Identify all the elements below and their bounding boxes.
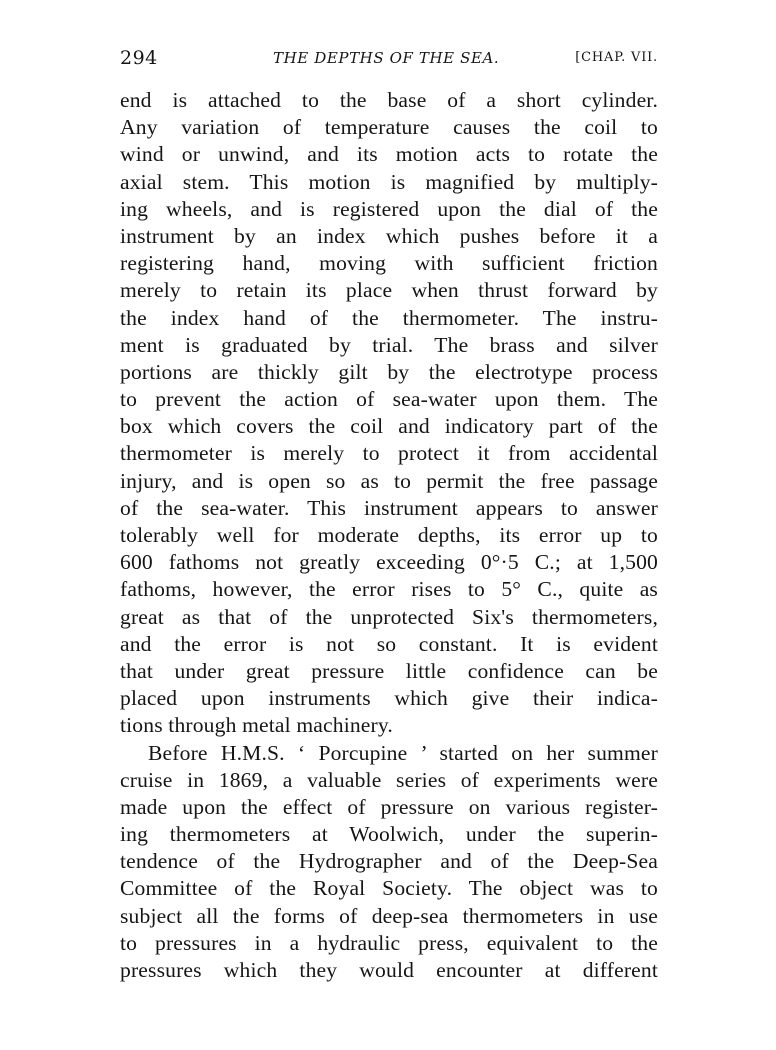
text-line: subject all the forms of deep-sea thermometers in use — [120, 903, 658, 928]
text-line: 600 fathoms not greatly exceeding 0°·5 C.; at 1,500 — [120, 550, 658, 575]
text-line: placed upon instruments which give their indica- — [120, 686, 658, 711]
text-line: of the sea-water. This instrument appears to answer — [120, 495, 658, 520]
text-line: Committee of the Royal Society. The object was to — [120, 876, 658, 901]
body-text — [120, 87, 658, 984]
text-line: the index hand of the thermometer. The instru- — [120, 305, 658, 330]
text-line: to prevent the action of sea-water upon them. The — [120, 387, 658, 412]
text-line: registering hand, moving with sufficient friction — [120, 251, 658, 276]
text-line: merely to retain its place when thrust forward by — [120, 278, 658, 303]
text-line: Before H.M.S. ‘ Porcupine ’ started on her summer — [148, 740, 658, 765]
text-line: axial stem. This motion is magnified by multiply- — [120, 169, 658, 194]
text-line: tendence of the Hydrographer and of the Deep-Sea — [120, 849, 658, 874]
text-line: tions through metal machinery. — [120, 713, 393, 738]
running-header — [120, 46, 658, 70]
paragraph-2 — [120, 740, 658, 985]
text-line: ing wheels, and is registered upon the dial of the — [120, 196, 658, 221]
text-line: ing thermometers at Woolwich, under the superin- — [120, 822, 658, 847]
text-line: portions are thickly gilt by the electrotype process — [120, 359, 658, 384]
running-title: THE DEPTHS OF THE SEA. — [273, 49, 500, 67]
text-line: pressures which they would encounter at different — [120, 958, 658, 982]
text-line: wind or unwind, and its motion acts to rotate the — [120, 142, 658, 167]
text-line: box which covers the coil and indicatory part of the — [120, 414, 658, 439]
paragraph-1 — [120, 87, 658, 740]
text-line: made upon the effect of pressure on various register- — [120, 794, 658, 819]
text-line: great as that of the unprotected Six's thermometers, — [120, 604, 658, 629]
text-line: to pressures in a hydraulic press, equivalent to the — [120, 930, 658, 955]
text-line: injury, and is open so as to permit the free passage — [120, 468, 658, 493]
text-line: cruise in 1869, a valuable series of experiments were — [120, 767, 658, 792]
text-line: instrument by an index which pushes before it a — [120, 223, 658, 248]
chapter-reference: [CHAP. VII. — [575, 50, 658, 65]
text-line: and the error is not so constant. It is evident — [120, 631, 658, 656]
text-line: ment is graduated by trial. The brass and silver — [120, 332, 658, 357]
text-line: thermometer is merely to protect it from accidental — [120, 441, 658, 466]
text-line: that under great pressure little confidence can be — [120, 658, 658, 683]
text-line: fathoms, however, the error rises to 5° C., quite as — [120, 577, 658, 602]
text-line: Any variation of temperature causes the coil to — [120, 115, 658, 140]
text-line: end is attached to the base of a short cylinder. — [120, 88, 658, 112]
page-number: 294 — [120, 47, 158, 69]
text-line: tolerably well for moderate depths, its error up to — [120, 523, 658, 547]
